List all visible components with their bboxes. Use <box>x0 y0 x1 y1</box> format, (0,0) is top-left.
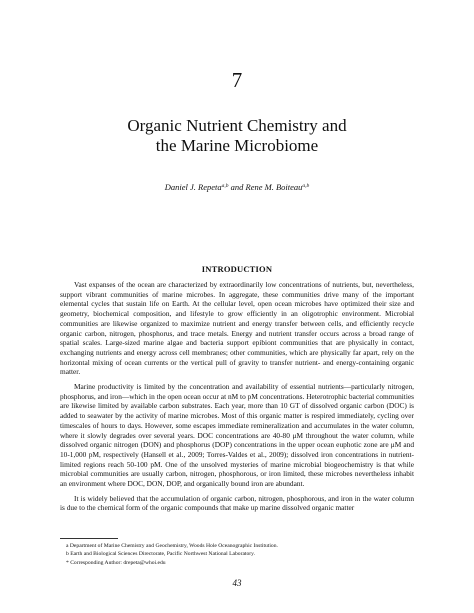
chapter-title-line-2: the Marine Microbiome <box>155 136 319 155</box>
paragraph-1: Vast expanses of the ocean are characterized by extraordinarily low concentrations of nutrients, but, nevertheless, support vibrant communities of marine microbes. In aggregate, these communities drive many of the important elemental cycles that sustain life on Earth. At the cellular level, open ocean microbes have optimized their size and geometry, biochemical composition, and lifestyle to grow efficiently in an oligotrophic environment. Microbial communities are likewise organized to maximize nutrient and energy transfer between cells, and efficiently recycle organic carbon, nitrogen, phosphorus, and trace metals. Energy and nutrient transfer occurs across a broad range of spatial scales. Large-sized marine algae and bacteria support epibiont communities that are physically in contact, exchanging nutrients and energy across cell membranes; other communities, which are physically far apart, rely on the horizontal mixing of ocean currents or the vertical pull of gravity to transfer nutrient- and energy-containing organic matter. <box>60 280 414 377</box>
author-1-affiliation-marks: a,b <box>221 183 229 189</box>
author-2-name: Rene M. Boiteau <box>245 182 303 192</box>
page-number: 43 <box>232 578 242 588</box>
author-2-affiliation-marks: a,b <box>302 183 310 189</box>
chapter-number: 7 <box>231 68 243 92</box>
footnote-affiliation-a: a Department of Marine Chemistry and Geochemistry, Woods Hole Oceanographic Institution. <box>66 543 278 549</box>
chapter-title-line-1: Organic Nutrient Chemistry and <box>127 116 347 135</box>
paragraph-2: Marine productivity is limited by the concentration and availability of essential nutrients—particularly nitrogen, phosphorus, and iron—which in the open ocean occur at nM to pM concentrations. Heterotrophic bacterial communities are likewise limited by available carbon substrates. Each year, more than 10 GT of dissolved organic carbon (DOC) is added to seawater by the activity of marine microbes. Most of this organic matter is respired immediately, cycling over timescales of hours to days. However, some escapes immediate remineralization and accumulates in the water column, where it slowly degrades over several years. DOC concentrations are 40-80 μM throughout the water column, while dissolved organic nitrogen (DON) and phosphorus (DOP) concentrations in the upper ocean euphotic zone are μM and 10-1,000 pM, respectively (Hansell et al., 2009; Torres-Valdes et al., 2009); dissolved iron concentrations in nutrient-limited regions reach 50-100 pM. One of the unsolved mysteries of marine microbial biogeochemistry is that while microbial communities are usually carbon, nitrogen, phosphorous, or iron limited, these microbes nevertheless inhabit an environment where DOC, DON, DOP, and organically bound iron are abundant. <box>60 382 414 489</box>
paragraph-3: It is widely believed that the accumulation of organic carbon, nitrogen, phosphorous, and iron in the water column is due to the chemical form of the organic compounds that make up marine dissolved organic matter <box>60 493 414 513</box>
author-1-name: Daniel J. Repeta <box>164 182 222 192</box>
footnotes <box>66 542 406 567</box>
chapter-title <box>0 116 474 156</box>
body-text <box>60 280 414 518</box>
author-line <box>0 180 474 193</box>
footnote-affiliation-b: b Earth and Biological Sciences Directorate, Pacific Northwest National Laboratory. <box>66 551 255 558</box>
footnote-corresponding-author: * Corresponding Author: drepeta@whoi.edu <box>66 559 166 566</box>
footnote-divider <box>60 538 118 539</box>
author-conjunction: and <box>228 182 246 192</box>
section-heading: INTRODUCTION <box>201 264 273 274</box>
